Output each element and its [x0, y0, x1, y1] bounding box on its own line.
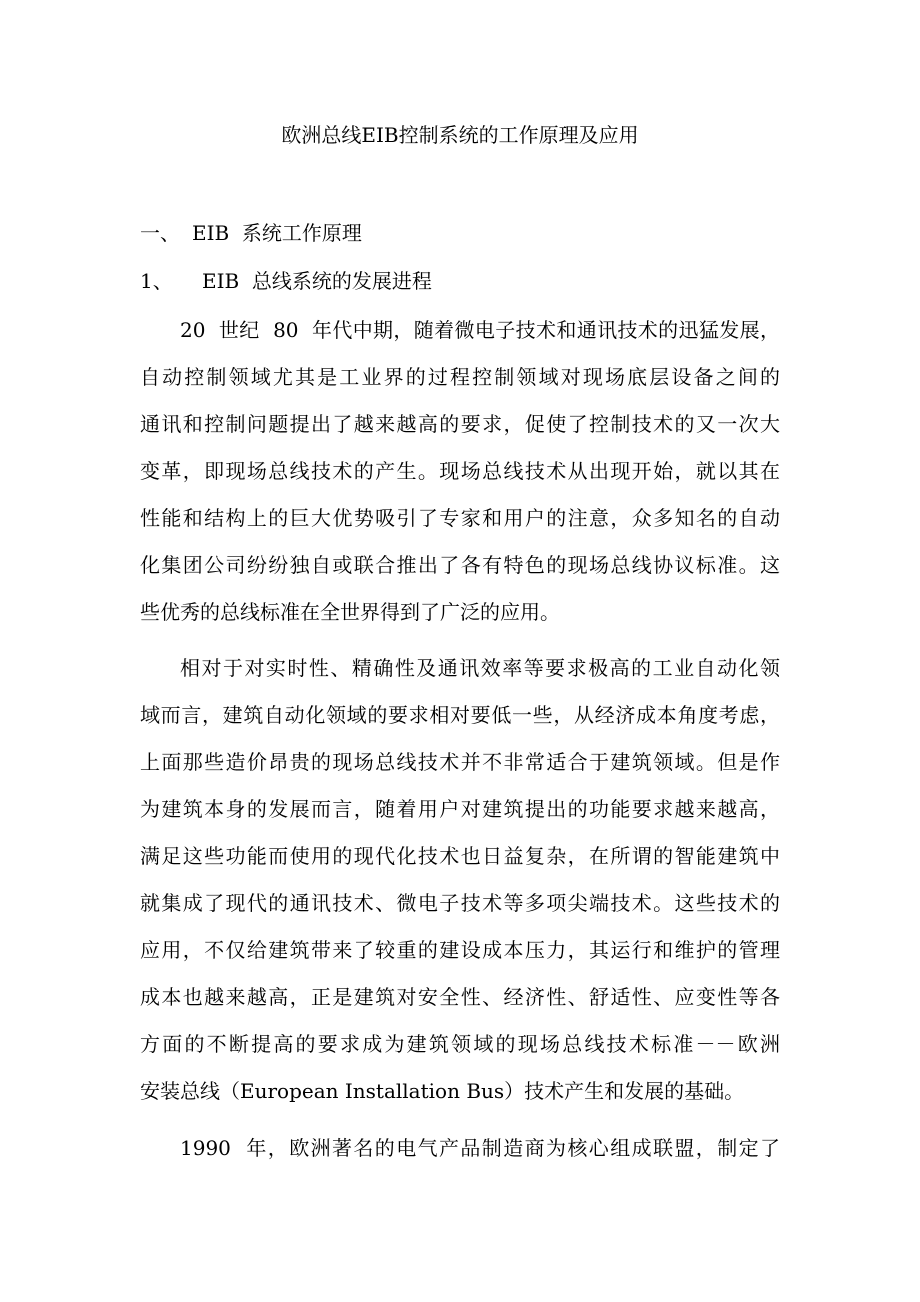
paragraph-3-line-1: 1990 年，欧洲著名的电气产品制造商为核心组成联盟，制定了 [180, 1136, 780, 1160]
paragraph-2-line-5: 满足这些功能而使用的现代化技术也日益复杂，在所谓的智能建筑中 [140, 844, 780, 868]
paragraph-1-line-6: 化集团公司纷纷独自或联合推出了各有特色的现场总线协议标准。这 [140, 553, 780, 577]
paragraph-2-line-9: 方面的不断提高的要求成为建筑领域的现场总线技术标准－－欧洲 [140, 1032, 780, 1056]
section-title: EIB 系统工作原理 [192, 221, 362, 245]
paragraph-2-line-4: 为建筑本身的发展而言，随着用户对建筑提出的功能要求越来越高， [140, 797, 780, 821]
paragraph-2-line-1: 相对于对实时性、精确性及通讯效率等要求极高的工业自动化领 [180, 656, 780, 680]
section-heading-1 [140, 218, 362, 248]
paragraph-1-line-3: 通讯和控制问题提出了越来越高的要求，促使了控制技术的又一次大 [140, 412, 780, 436]
document-title: 欧洲总线EIB控制系统的工作原理及应用 [281, 123, 639, 147]
paragraph-1-line-7: 些优秀的总线标准在全世界得到了广泛的应用。 [140, 600, 560, 624]
paragraph-1-line-1: 20 世纪 80 年代中期，随着微电子技术和通讯技术的迅猛发展， [180, 318, 780, 342]
section-number: 一、 [140, 221, 180, 245]
paragraph-1-line-2: 自动控制领域尤其是工业界的过程控制领域对现场底层设备之间的 [140, 365, 780, 389]
paragraph-2-line-10: 安装总线（European Installation Bus）技术产生和发展的基础。 [140, 1079, 745, 1103]
subsection-heading-1 [140, 266, 432, 296]
paragraph-1-line-5: 性能和结构上的巨大优势吸引了专家和用户的注意，众多知名的自动 [140, 506, 780, 530]
paragraph-2-line-8: 成本也越来越高，正是建筑对安全性、经济性、舒适性、应变性等各 [140, 985, 780, 1009]
paragraph-2-line-6: 就集成了现代的通讯技术、微电子技术等多项尖端技术。这些技术的 [140, 891, 780, 915]
paragraph-2-line-2: 域而言，建筑自动化领域的要求相对要低一些，从经济成本角度考虑， [140, 703, 780, 727]
subsection-number: 1、 [140, 269, 173, 293]
paragraph-2-line-7: 应用，不仅给建筑带来了较重的建设成本压力，其运行和维护的管理 [140, 938, 780, 962]
subsection-title: EIB 总线系统的发展进程 [202, 269, 432, 293]
paragraph-2-line-3: 上面那些造价昂贵的现场总线技术并不非常适合于建筑领域。但是作 [140, 750, 780, 774]
paragraph-1-line-4: 变革，即现场总线技术的产生。现场总线技术从出现开始，就以其在 [140, 459, 780, 483]
